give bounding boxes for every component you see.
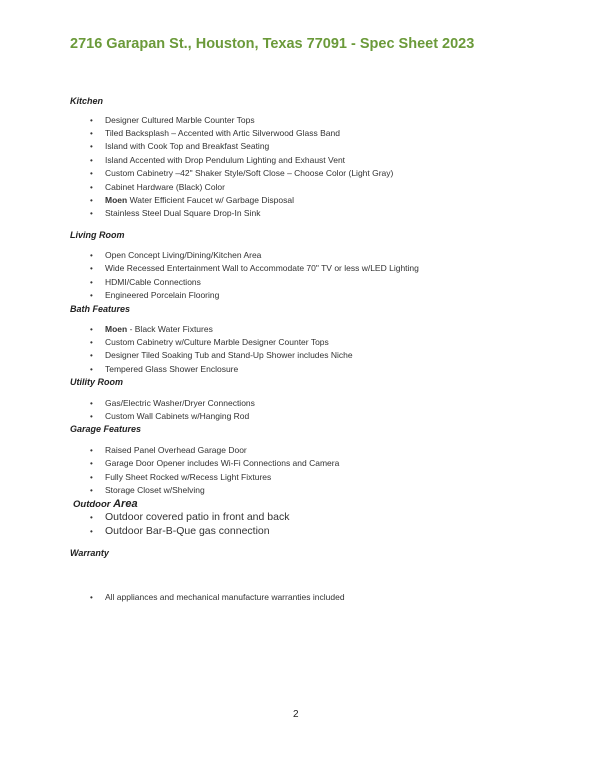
list-item: • Designer Cultured Marble Counter Tops bbox=[90, 115, 255, 125]
bullet-icon: • bbox=[90, 142, 93, 151]
list-item: • Custom Cabinetry –42" Shaker Style/Soft Close – Choose Color (Light Gray) bbox=[90, 168, 394, 178]
list-item: • Open Concept Living/Dining/Kitchen Area bbox=[90, 250, 262, 260]
section-heading-kitchen: Kitchen bbox=[70, 96, 104, 106]
section-heading-bath-features: Bath Features bbox=[70, 304, 131, 314]
list-item: • Stainless Steel Dual Square Drop-In Sink bbox=[90, 208, 261, 218]
bullet-icon: • bbox=[90, 446, 93, 455]
bullet-icon: • bbox=[90, 156, 93, 165]
bullet-icon: • bbox=[90, 325, 93, 334]
bullet-icon: • bbox=[90, 513, 93, 522]
bullet-icon: • bbox=[90, 351, 93, 360]
list-item: • HDMI/Cable Connections bbox=[90, 277, 201, 287]
bullet-icon: • bbox=[90, 169, 93, 178]
bullet-icon: • bbox=[90, 412, 93, 421]
list-item: • Cabinet Hardware (Black) Color bbox=[90, 182, 225, 192]
bullet-icon: • bbox=[90, 527, 93, 536]
list-item: • Outdoor covered patio in front and back bbox=[90, 511, 290, 523]
list-item: • Custom Cabinetry w/Culture Marble Designer Counter Tops bbox=[90, 337, 329, 347]
list-item: • Gas/Electric Washer/Dryer Connections bbox=[90, 398, 255, 408]
section-heading-garage-features: Garage Features bbox=[70, 424, 142, 434]
bullet-icon: • bbox=[90, 459, 93, 468]
bullet-icon: • bbox=[90, 251, 93, 260]
list-item: • Island Accented with Drop Pendulum Lighting and Exhaust Vent bbox=[90, 155, 346, 165]
list-item: • Designer Tiled Soaking Tub and Stand-Up Shower includes Niche bbox=[90, 350, 353, 360]
bullet-icon: • bbox=[90, 264, 93, 273]
list-item: • Raised Panel Overhead Garage Door bbox=[90, 445, 247, 455]
bullet-icon: • bbox=[90, 278, 93, 287]
list-item: • Wide Recessed Entertainment Wall to Accommodate 70" TV or less w/LED Lighting bbox=[90, 263, 419, 273]
bullet-icon: • bbox=[90, 365, 93, 374]
list-item: • Custom Wall Cabinets w/Hanging Rod bbox=[90, 411, 250, 421]
list-item: • All appliances and mechanical manufacture warranties included bbox=[90, 592, 345, 602]
bullet-icon: • bbox=[90, 209, 93, 218]
bullet-icon: • bbox=[90, 183, 93, 192]
bullet-icon: • bbox=[90, 291, 93, 300]
list-item: • Island with Cook Top and Breakfast Seating bbox=[90, 141, 270, 151]
bullet-icon: • bbox=[90, 116, 93, 125]
list-item: • Storage Closet w/Shelving bbox=[90, 485, 205, 495]
list-item: • Fully Sheet Rocked w/Recess Light Fixtures bbox=[90, 472, 272, 482]
bullet-icon: • bbox=[90, 486, 93, 495]
list-item: • Moen - Black Water Fixtures bbox=[90, 324, 213, 334]
list-item: • Garage Door Opener includes Wi-Fi Connections and Camera bbox=[90, 458, 340, 468]
section-heading-outdoor-area: Outdoor Area bbox=[73, 498, 138, 510]
page-title: 2716 Garapan St., Houston, Texas 77091 - Spec Sheet 2023 bbox=[70, 36, 475, 52]
section-heading-utility-room: Utility Room bbox=[70, 377, 123, 387]
bullet-icon: • bbox=[90, 338, 93, 347]
bullet-icon: • bbox=[90, 399, 93, 408]
list-item: • Tiled Backsplash – Accented with Artic Silverwood Glass Band bbox=[90, 128, 340, 138]
bullet-icon: • bbox=[90, 196, 93, 205]
bullet-icon: • bbox=[90, 593, 93, 602]
list-item: • Engineered Porcelain Flooring bbox=[90, 290, 220, 300]
list-item: • Outdoor Bar-B-Que gas connection bbox=[90, 525, 270, 537]
page-number: 2 bbox=[293, 709, 299, 720]
section-heading-warranty: Warranty bbox=[70, 548, 109, 558]
list-item: • Moen Water Efficient Faucet w/ Garbage Disposal bbox=[90, 195, 294, 205]
list-item: • Tempered Glass Shower Enclosure bbox=[90, 364, 239, 374]
section-heading-living-room: Living Room bbox=[70, 230, 125, 240]
bullet-icon: • bbox=[90, 473, 93, 482]
bullet-icon: • bbox=[90, 129, 93, 138]
